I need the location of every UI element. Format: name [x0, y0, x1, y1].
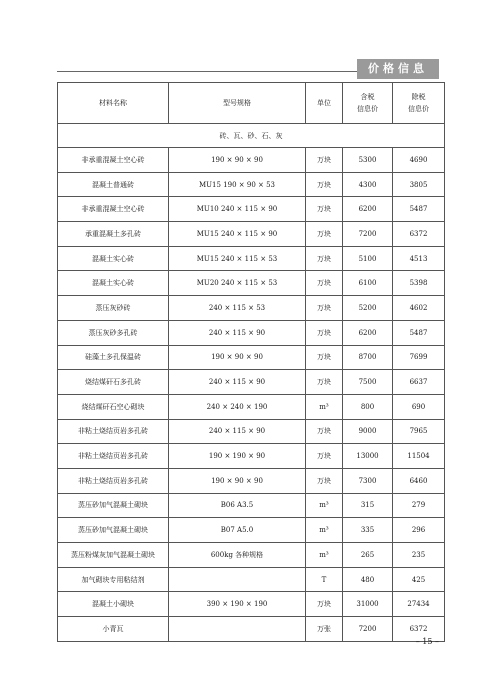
price-with-tax-cell: 265	[343, 543, 393, 568]
price-with-tax-cell: 4300	[343, 172, 393, 197]
material-name-cell: 蒸压灰砂多孔砖	[58, 320, 169, 345]
table-row	[58, 345, 445, 370]
table-row	[58, 197, 445, 222]
material-name-cell: 烧结煤矸石多孔砖	[58, 370, 169, 395]
material-name-cell: 硅藻土多孔保温砖	[58, 345, 169, 370]
material-name-cell: 混凝土实心砖	[58, 246, 169, 271]
material-name-cell: 非承重混凝土空心砖	[58, 197, 169, 222]
unit-cell: T	[306, 567, 343, 592]
unit-cell: 万张	[306, 617, 343, 642]
price-with-tax-cell: 335	[343, 518, 393, 543]
spec-cell: MU15 190 × 90 × 53	[169, 172, 306, 197]
material-name-cell: 混凝土普通砖	[58, 172, 169, 197]
spec-cell: 240 × 115 × 90	[169, 370, 306, 395]
price-with-tax-cell: 480	[343, 567, 393, 592]
spec-cell: 240 × 240 × 190	[169, 394, 306, 419]
spec-cell: B07 A5.0	[169, 518, 306, 543]
material-name-cell: 烧结煤矸石空心砌块	[58, 394, 169, 419]
unit-cell: 万块	[306, 148, 343, 173]
price-with-tax-cell: 800	[343, 394, 393, 419]
table-row	[58, 370, 445, 395]
table-row	[58, 493, 445, 518]
column-header-price-with-tax: 含税 信息价	[343, 83, 393, 124]
price-without-tax-cell: 4690	[393, 148, 445, 173]
material-name-cell: 小青瓦	[58, 617, 169, 642]
spec-cell: 240 × 115 × 90	[169, 419, 306, 444]
price-with-tax-cell: 9000	[343, 419, 393, 444]
unit-cell: 万块	[306, 592, 343, 617]
table-row	[58, 468, 445, 493]
table-row	[58, 567, 445, 592]
spec-cell: MU20 240 × 115 × 53	[169, 271, 306, 296]
price-with-tax-cell: 7200	[343, 222, 393, 247]
table-row	[58, 518, 445, 543]
table-body	[58, 124, 445, 642]
table-row	[58, 222, 445, 247]
price-with-tax-cell: 7300	[343, 468, 393, 493]
price-without-tax-cell: 5398	[393, 271, 445, 296]
price-without-tax-cell: 425	[393, 567, 445, 592]
price-without-tax-cell: 279	[393, 493, 445, 518]
table-row	[58, 271, 445, 296]
unit-cell: 万块	[306, 444, 343, 469]
table-row	[58, 296, 445, 321]
price-with-tax-cell: 6200	[343, 197, 393, 222]
price-with-tax-cell: 5100	[343, 246, 393, 271]
table-row	[58, 320, 445, 345]
material-name-cell: 蒸压砂加气混凝土砌块	[58, 518, 169, 543]
spec-cell: MU15 240 × 115 × 53	[169, 246, 306, 271]
unit-cell: m³	[306, 518, 343, 543]
spec-cell: 390 × 190 × 190	[169, 592, 306, 617]
price-without-tax-cell: 5487	[393, 320, 445, 345]
price-without-tax-cell: 7965	[393, 419, 445, 444]
page-number: – 15 –	[415, 637, 439, 646]
spec-cell	[169, 617, 306, 642]
material-name-cell: 蒸压粉煤灰加气混凝土砌块	[58, 543, 169, 568]
price-without-tax-cell: 27434	[393, 592, 445, 617]
section-label: 砖、瓦、砂、石、灰	[58, 124, 445, 148]
unit-cell: m³	[306, 394, 343, 419]
material-name-cell: 蒸压灰砂砖	[58, 296, 169, 321]
unit-cell: 万块	[306, 271, 343, 296]
price-without-tax-cell: 4513	[393, 246, 445, 271]
column-header-unit: 单位	[306, 83, 343, 124]
price-with-tax-cell: 315	[343, 493, 393, 518]
table-row	[58, 543, 445, 568]
table-row	[58, 592, 445, 617]
spec-cell: 190 × 90 × 90	[169, 148, 306, 173]
price-without-tax-cell: 3805	[393, 172, 445, 197]
header-rule	[57, 71, 357, 72]
material-name-cell: 非粘土烧结页岩多孔砖	[58, 444, 169, 469]
price-without-tax-cell: 235	[393, 543, 445, 568]
price-with-tax-cell: 31000	[343, 592, 393, 617]
price-table	[57, 82, 445, 642]
price-with-tax-cell: 6200	[343, 320, 393, 345]
spec-cell: MU15 240 × 115 × 90	[169, 222, 306, 247]
material-name-cell: 承重混凝土多孔砖	[58, 222, 169, 247]
unit-cell: 万块	[306, 246, 343, 271]
material-name-cell: 非粘土烧结页岩多孔砖	[58, 468, 169, 493]
unit-cell: m³	[306, 543, 343, 568]
section-title-tab: 价格信息	[357, 59, 439, 79]
spec-cell: 190 × 90 × 90	[169, 468, 306, 493]
material-name-cell: 非承重混凝土空心砖	[58, 148, 169, 173]
material-name-cell: 蒸压砂加气混凝土砌块	[58, 493, 169, 518]
table-row	[58, 419, 445, 444]
spec-cell: 600kg 各种规格	[169, 543, 306, 568]
column-header-material-name: 材料名称	[58, 83, 169, 124]
price-without-tax-cell: 6460	[393, 468, 445, 493]
price-without-tax-cell: 6372	[393, 617, 445, 642]
price-with-tax-cell: 8700	[343, 345, 393, 370]
table-row	[58, 246, 445, 271]
price-without-tax-cell: 5487	[393, 197, 445, 222]
spec-cell: 190 × 90 × 90	[169, 345, 306, 370]
unit-cell: 万块	[306, 370, 343, 395]
price-with-tax-cell: 5300	[343, 148, 393, 173]
price-without-tax-cell: 690	[393, 394, 445, 419]
unit-cell: m³	[306, 493, 343, 518]
unit-cell: 万块	[306, 419, 343, 444]
unit-cell: 万块	[306, 345, 343, 370]
table-row	[58, 394, 445, 419]
table-row	[58, 617, 445, 642]
table-row	[58, 444, 445, 469]
price-with-tax-cell: 6100	[343, 271, 393, 296]
price-with-tax-cell: 7200	[343, 617, 393, 642]
unit-cell: 万块	[306, 320, 343, 345]
price-without-tax-cell: 296	[393, 518, 445, 543]
price-without-tax-cell: 7699	[393, 345, 445, 370]
spec-cell: 240 × 115 × 90	[169, 320, 306, 345]
price-with-tax-cell: 5200	[343, 296, 393, 321]
material-name-cell: 非粘土烧结页岩多孔砖	[58, 419, 169, 444]
price-without-tax-cell: 6372	[393, 222, 445, 247]
spec-cell: 240 × 115 × 53	[169, 296, 306, 321]
spec-cell	[169, 567, 306, 592]
unit-cell: 万块	[306, 222, 343, 247]
price-without-tax-cell: 11504	[393, 444, 445, 469]
price-with-tax-cell: 13000	[343, 444, 393, 469]
unit-cell: 万块	[306, 468, 343, 493]
unit-cell: 万块	[306, 296, 343, 321]
material-name-cell: 混凝土小砌块	[58, 592, 169, 617]
price-with-tax-cell: 7500	[343, 370, 393, 395]
spec-cell: 190 × 190 × 90	[169, 444, 306, 469]
price-without-tax-cell: 6637	[393, 370, 445, 395]
material-name-cell: 混凝土实心砖	[58, 271, 169, 296]
unit-cell: 万块	[306, 172, 343, 197]
unit-cell: 万块	[306, 197, 343, 222]
material-name-cell: 加气砌块专用粘结剂	[58, 567, 169, 592]
section-row	[58, 124, 445, 148]
table-row	[58, 172, 445, 197]
table-row	[58, 148, 445, 173]
spec-cell: MU10 240 × 115 × 90	[169, 197, 306, 222]
column-header-price-without-tax: 除税 信息价	[393, 83, 445, 124]
spec-cell: B06 A3.5	[169, 493, 306, 518]
column-header-spec: 型号规格	[169, 83, 306, 124]
price-without-tax-cell: 4602	[393, 296, 445, 321]
table-header-row	[58, 83, 445, 124]
